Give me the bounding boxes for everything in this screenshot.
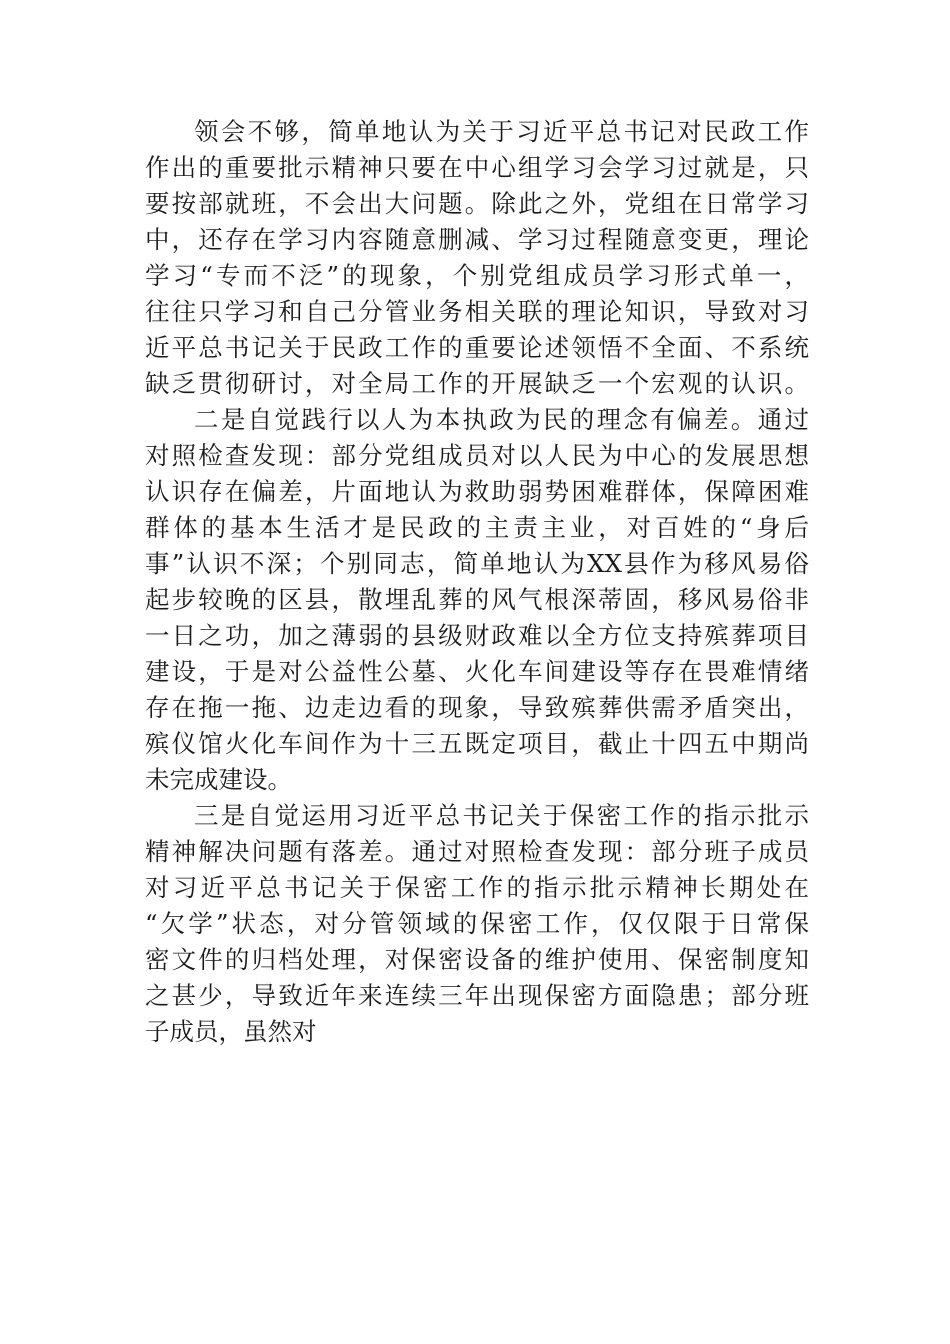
text-line: 近平总书记关于民政工作的重要论述领悟不全面、不系统 — [145, 333, 809, 362]
text-line: 往往只学习和自己分管业务相关联的理论知识，导致对习 — [145, 297, 809, 326]
text-line: 子成员，虽然对 — [145, 1017, 317, 1046]
text-line: 精神解决问题有落差。通过对照检查发现：部分班子成员 — [145, 837, 809, 866]
text-line: 学习“专而不泛”的现象，个别党组成员学习形式单一， — [145, 261, 809, 290]
text-line: 事”认识不深；个别同志，简单地认为XX县作为移风易俗 — [145, 549, 809, 578]
text-line: 密文件的归档处理，对保密设备的维护使用、保密制度知 — [145, 945, 809, 974]
text-line: 未完成建设。 — [145, 765, 292, 794]
text-line: 对照检查发现：部分党组成员对以人民为中心的发展思想 — [145, 441, 809, 470]
text-line: 对习近平总书记关于保密工作的指示批示精神长期处在 — [145, 873, 809, 902]
text-line: 殡仪馆火化车间作为十三五既定项目，截止十四五中期尚 — [145, 729, 809, 758]
text-line: 领会不够，简单地认为关于习近平总书记对民政工作 — [194, 117, 809, 146]
text-line: 存在拖一拖、边走边看的现象，导致殡葬供需矛盾突出， — [145, 693, 809, 722]
text-line: 作出的重要批示精神只要在中心组学习会学习过就是，只 — [145, 153, 809, 182]
text-line: 缺乏贯彻研讨，对全局工作的开展缺乏一个宏观的认识。 — [145, 369, 809, 398]
text-line: 中，还存在学习内容随意删减、学习过程随意变更，理论 — [145, 225, 809, 254]
text-line: 起步较晚的区县，散埋乱葬的风气根深蒂固，移风易俗非 — [145, 585, 809, 614]
text-line: 认识存在偏差，片面地认为救助弱势困难群体，保障困难 — [145, 477, 809, 506]
text-line: 建设，于是对公益性公墓、火化车间建设等存在畏难情绪 — [145, 657, 809, 686]
text-line: 之甚少，导致近年来连续三年出现保密方面隐患；部分班 — [145, 981, 809, 1010]
text-line: 二是自觉践行以人为本执政为民的理念有偏差。通过 — [194, 405, 809, 434]
text-line: 要按部就班，不会出大问题。除此之外，党组在日常学习 — [145, 189, 809, 218]
text-line: 一日之功，加之薄弱的县级财政难以全方位支持殡葬项目 — [145, 621, 809, 650]
text-line: 群体的基本生活才是民政的主责主业，对百姓的“身后 — [145, 513, 809, 542]
text-line: 三是自觉运用习近平总书记关于保密工作的指示批示 — [194, 801, 809, 830]
text-line: “欠学”状态，对分管领域的保密工作，仅仅限于日常保 — [145, 909, 809, 938]
